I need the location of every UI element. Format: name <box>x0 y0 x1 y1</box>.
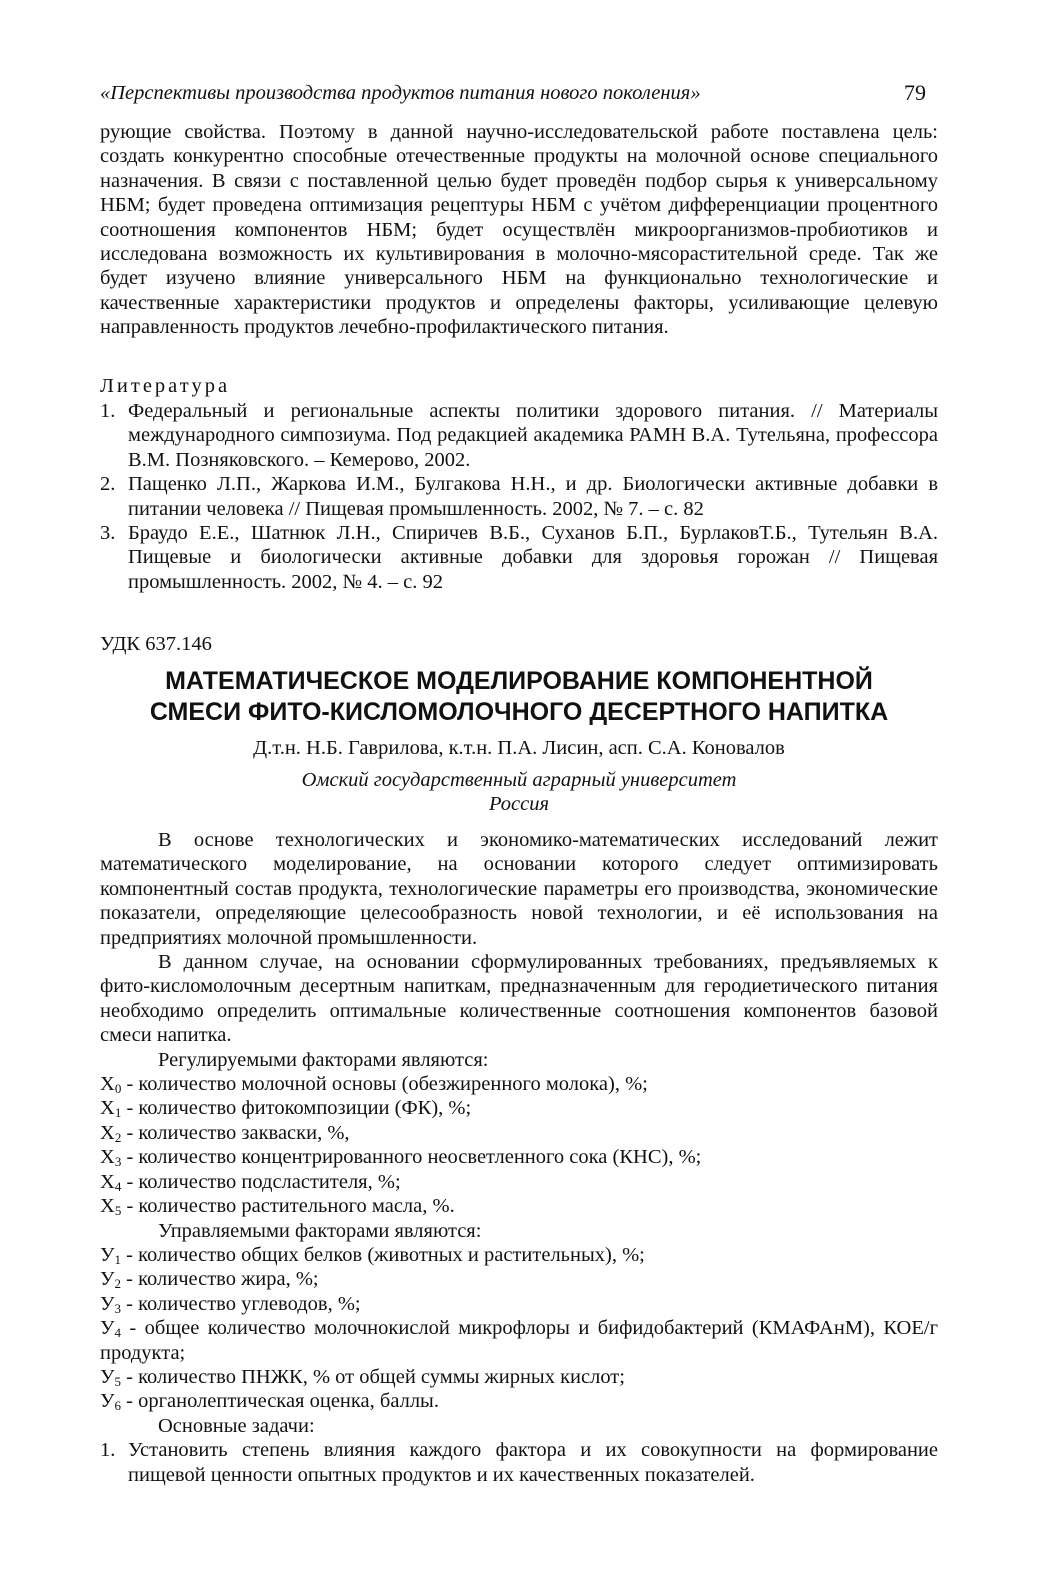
factor-index: 3 <box>114 1154 122 1170</box>
factor-index: 4 <box>114 1178 122 1194</box>
udk-code: УДК 637.146 <box>100 633 212 655</box>
factor-symbol: У <box>100 1365 115 1388</box>
factor-index: 1 <box>114 1251 122 1267</box>
factor-symbol: X <box>100 1195 115 1218</box>
factor-index: 2 <box>114 1129 122 1145</box>
reference-item <box>100 521 938 594</box>
intro-paragraph: рующие свойства. Поэтому в данной научно-исследовательской работе поставлена цель: создать конкурентно способные отечественные продукты на молочной основе специального назначения. В связи с поставленной целью будет проведён подбор сырья к универсальному НБМ; будет проведена оптимизация рецептуры НБМ с учётом дифференциации процентного соотношения компонентов НБМ; будет осуществлён микроорганизмов-пробиотиков и исследована возможность их культивирования в молочно-мясорастительной среде. Так же будет изучено влияние универсального НБМ на функционально технологические и качественные характеристики продуктов и определены факторы, усиливающие целевую направленность продуктов лечебно-профилактического питания. <box>100 121 938 339</box>
reference-text: Федеральный и региональные аспекты политики здорового питания. // Материалы международного симпозиума. Под редакцией академика РАМН В.А. Тутельяна, профессора В.М. Позняковского. – Кемерово, 2002. <box>128 400 938 471</box>
country: Россия <box>488 793 549 815</box>
factor-item <box>100 1170 938 1194</box>
factor-item <box>100 1243 938 1267</box>
factor-text: - количество растительного масла, %. <box>121 1195 455 1218</box>
factor-symbol: X <box>100 1146 115 1169</box>
task-text: Установить степень влияния каждого фактора и их совокупности на формирование пищевой ценности опытных продуктов и их качественных показателей. <box>128 1439 938 1486</box>
affiliation: Омский государственный аграрный университет <box>301 769 737 791</box>
factor-text: - количество закваски, %, <box>121 1121 350 1144</box>
factor-item <box>100 1389 938 1413</box>
reference-number: 3. <box>100 522 116 545</box>
factor-symbol: У <box>100 1268 115 1291</box>
factor-item <box>100 1121 938 1145</box>
controlled-heading: Управляемыми факторами являются: <box>158 1219 482 1242</box>
body-paragraph: В данном случае, на основании сформулированных требованиях, предъявляемых к фито-кисломолочным десертным напиткам, предназначенным для геродиетического питания необходимо определить оптимальные количественные соотношения компонентов базовой смеси напитка. <box>100 951 938 1047</box>
factor-item <box>100 1316 938 1365</box>
reference-item <box>100 472 938 521</box>
factor-item <box>100 1145 938 1169</box>
reference-item <box>100 399 938 472</box>
running-title: «Перспективы производства продуктов питания нового поколения» <box>100 82 701 104</box>
body-paragraph: В основе технологических и экономико-математических исследований лежит математического моделирование, на основании которого следует оптимизировать компонентный состав продукта, технологические параметры его производства, экономические показатели, определяющие целесообразность новой технологии, и её использования на предприятиях молочной промышленности. <box>100 829 938 949</box>
controlled-list <box>100 1243 938 1414</box>
task-item <box>100 1438 938 1487</box>
factor-item <box>100 1365 938 1389</box>
reference-number: 2. <box>100 473 116 496</box>
factor-symbol: У <box>100 1390 115 1413</box>
factor-text: - количество концентрированного неосветленного сока (КНС), %; <box>121 1146 702 1169</box>
factor-symbol: У <box>100 1292 115 1315</box>
factor-item <box>100 1072 938 1096</box>
factor-index: 5 <box>114 1373 122 1389</box>
title-line: СМЕСИ ФИТО-КИСЛОМОЛОЧНОГО ДЕСЕРТНОГО НАПИТКА <box>149 698 889 726</box>
reference-number: 1. <box>100 400 116 422</box>
reference-text: Пащенко Л.П., Жаркова И.М., Булгакова Н.Н., и др. Биологически активные добавки в питании человека // Пищевая промышленность. 2002, № 7. – с. 82 <box>128 473 938 520</box>
affiliation-block <box>100 768 938 816</box>
factor-index: 6 <box>114 1398 122 1414</box>
factor-text: - количество ПНЖК, % от общей суммы жирных кислот; <box>121 1365 625 1388</box>
regulated-list <box>100 1072 938 1218</box>
authors: Д.т.н. Н.Б. Гаврилова, к.т.н. П.А. Лисин, асп. С.А. Коновалов <box>253 737 785 759</box>
factor-symbol: X <box>100 1073 115 1096</box>
factor-index: 1 <box>114 1105 122 1121</box>
factor-text: - количество углеводов, %; <box>121 1292 361 1315</box>
page-number: 79 <box>904 80 926 105</box>
factor-text: - количество жира, %; <box>121 1268 319 1291</box>
factor-index: 3 <box>114 1300 122 1316</box>
factor-item <box>100 1267 938 1291</box>
literature-heading: Литература <box>100 375 231 397</box>
title-line: МАТЕМАТИЧЕСКОЕ МОДЕЛИРОВАНИЕ КОМПОНЕНТНОЙ <box>165 667 873 695</box>
reference-text: Браудо Е.Е., Шатнюк Л.Н., Спиричев В.Б., Суханов Б.П., БурлаковТ.Б., Тутельян В.А. Пищевые и биологически активные добавки для здоровья горожан // Пищевая промышленность. 2002, № 4. – с. 92 <box>128 522 938 593</box>
factor-index: 0 <box>114 1081 122 1097</box>
article-title <box>100 666 938 728</box>
factor-text: - количество молочной основы (обезжиренного молока), %; <box>121 1073 648 1096</box>
factor-symbol: У <box>100 1243 115 1266</box>
regulated-heading: Регулируемыми факторами являются: <box>158 1048 489 1071</box>
factor-index: 4 <box>114 1325 122 1341</box>
article-body <box>100 828 938 1487</box>
reference-list <box>100 399 938 594</box>
factor-text: - количество фитокомпозиции (ФК), %; <box>121 1097 472 1120</box>
factor-symbol: У <box>100 1317 115 1340</box>
factor-text: - общее количество молочнокислой микрофлоры и бифидобактерий (КМАФАнМ), КОЕ/г продукта; <box>100 1317 938 1364</box>
tasks-heading: Основные задачи: <box>158 1414 315 1437</box>
factor-text: - количество общих белков (животных и растительных), %; <box>121 1243 645 1266</box>
factor-text: - органолептическая оценка, баллы. <box>121 1390 439 1413</box>
factor-text: - количество подсластителя, %; <box>121 1170 401 1193</box>
factor-symbol: X <box>100 1121 115 1144</box>
factor-symbol: X <box>100 1170 115 1193</box>
factor-item <box>100 1292 938 1316</box>
factor-index: 5 <box>114 1203 122 1219</box>
factor-item <box>100 1194 938 1218</box>
factor-symbol: X <box>100 1097 115 1120</box>
factor-index: 2 <box>114 1276 122 1292</box>
task-number: 1. <box>100 1439 116 1462</box>
factor-item <box>100 1096 938 1120</box>
